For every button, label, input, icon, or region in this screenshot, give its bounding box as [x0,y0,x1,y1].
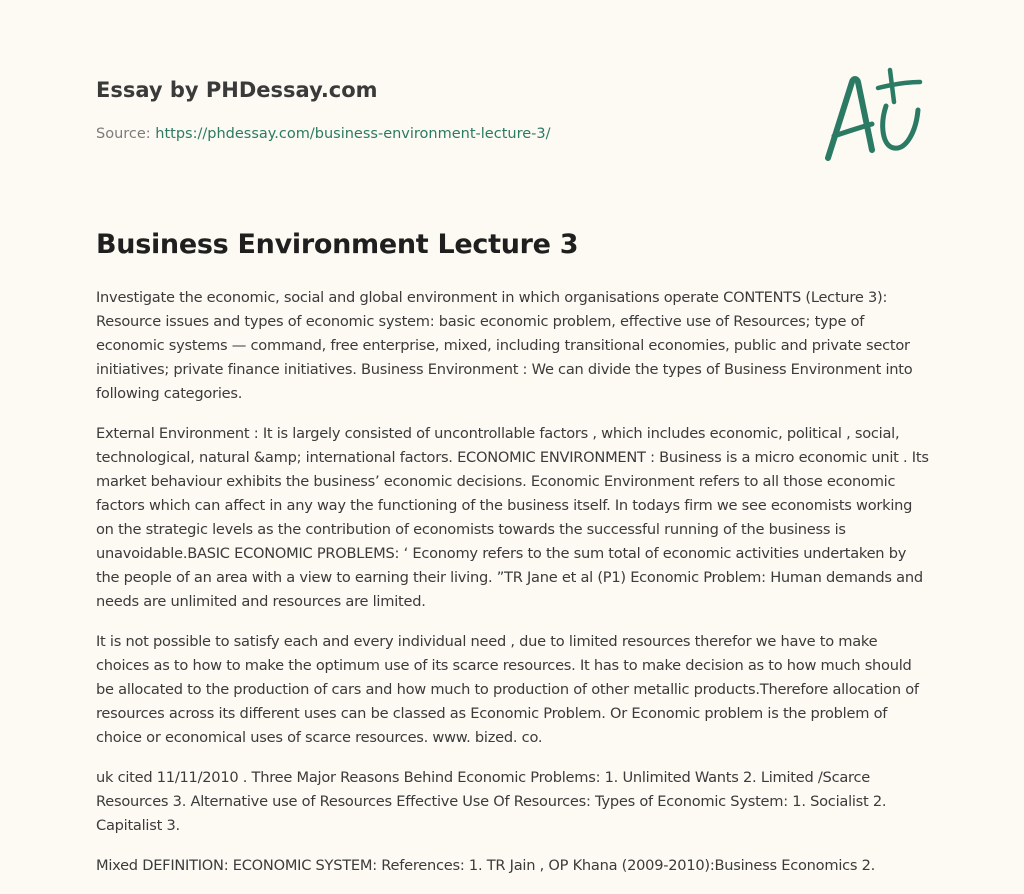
document-title: Business Environment Lecture 3 [96,229,579,260]
paragraph: uk cited 11/11/2010 . Three Major Reasons Behind Economic Problems: 1. Unlimited Wants 2. Limited /Scarce Resources 3. Alternative use of Resources Effective Use Of Resources: Types of Economic System: 1. Socialist 2. Capitalist 3. [96,769,887,834]
source-label: Source: [96,126,156,142]
site-title: Essay by PHDessay.com [96,78,378,102]
source-link[interactable]: https://phdessay.com/business-environment-lecture-3/ [155,126,551,142]
header [96,76,796,144]
source-line [96,124,796,144]
paragraph: Investigate the economic, social and global environment in which organisations operate CONTENTS (Lecture 3): Resource issues and types of economic system: basic economic problem, effective use of Resources; type of economic systems — command, free enterprise, mixed, including transitional economies, public and private sector initiatives; private finance initiatives. Business Environment : We can divide the types of Business Environment into following categories. [96,289,913,402]
paragraph: External Environment : It is largely consisted of uncontrollable factors , which includes economic, political , social, technological, natural &amp; international factors. ECONOMIC ENVIRONMENT : Business is a micro economic unit . Its market behaviour exhibits the business’ economic decisions. Economic Environment refers to all those economic factors which can affect in any way the functioning of the business itself. In todays firm we see economists working on the strategic levels as the contribution of economists towards the successful running of the business is unavoidable.BASIC ECONOMIC PROBLEMS: ‘ Economy refers to the sum total of economic activities undertaken by the people of an area with a view to earning their living. ”TR Jane et al (P1) Economic Problem: Human demands and needs are unlimited and resources are limited. [96,425,929,610]
a-plus-icon [820,66,930,166]
paragraph: It is not possible to satisfy each and every individual need , due to limited resources therefor we have to make choices as to how to make the optimum use of its scarce resources. It has to make decision as to how much should be allocated to the production of cars and how much to production of other metallic products.Therefore allocation of resources across its different uses can be classed as Economic Problem. Or Economic problem is the problem of choice or economical uses of scarce resources. www. bized. co. [96,633,919,746]
paragraph: Mixed DEFINITION: ECONOMIC SYSTEM: References: 1. TR Jain , OP Khana (2009-2010):Business Economics 2. [96,857,876,874]
document-body [96,286,932,894]
